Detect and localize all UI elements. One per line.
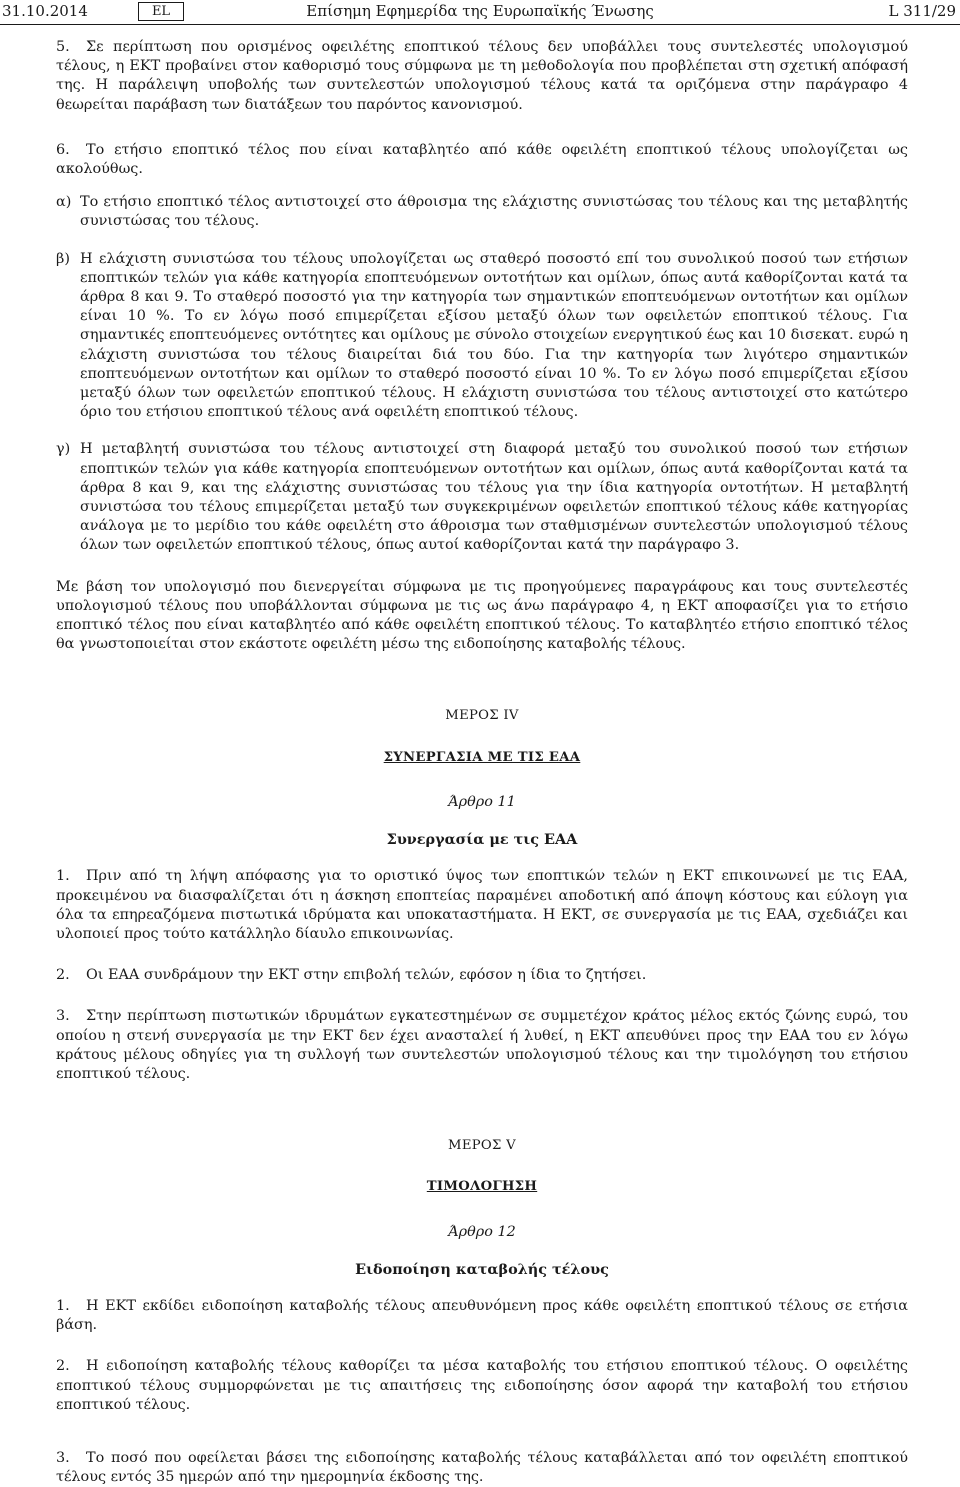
- article-11-paragraph-1: [56, 867, 908, 944]
- paragraph-text: Το ποσό που οφείλεται βάσει της ειδοποίησης καταβολής τέλους καταβάλλεται από τον οφειλέτη εποπτικού τέλους εντός 35 ημερών από την ημερομηνία έκδοσης της.: [56, 1449, 908, 1486]
- paragraph-number: 3.: [56, 1449, 70, 1466]
- header-rule: [0, 24, 960, 25]
- paragraph-5: [56, 38, 908, 115]
- article-11-paragraph-2: [56, 966, 908, 985]
- subparagraph-a: [56, 193, 908, 231]
- paragraph-number: 6.: [56, 141, 70, 158]
- journal-header: [0, 0, 960, 24]
- subparagraph-text: Το ετήσιο εποπτικό τέλος αντιστοιχεί στο άθροισμα της ελάχιστης συνιστώσας του τέλους και της μεταβλητής συνιστώσας του τέλους.: [80, 194, 908, 230]
- article-11-heading: Άρθρο 11: [448, 793, 516, 810]
- subparagraph-label: β): [56, 250, 70, 267]
- subparagraph-b: [56, 250, 908, 423]
- closing-paragraph: Με βάση τον υπολογισμό που διενεργείται σύμφωνα με τις προηγούμενες παραγράφους και τους συντελεστές υπολογισμού τέλους που υποβάλλονται σύμφωνα με τις ως άνω παράγραφο 4, η ΕΚΤ αποφασίζει για το ετήσιο εποπτικό τέλος που είναι καταβλητέο από κάθε οφειλέτη εποπτικού τέλους. Το καταβλητέο ετήσιο εποπτικό τέλος θα γνωστοποιείται στον εκάστοτε οφειλέτη μέσω της ειδοποίησης καταβολής τέλους.: [56, 578, 908, 653]
- subparagraph-text: Η ελάχιστη συνιστώσα του τέλους υπολογίζεται ως σταθερό ποσοστό επί του συνολικού ποσού των ετήσιων εποπτικών τελών για κάθε κατηγορία εποπτευόμενων οντοτήτων και ομίλων, όπως αυτά καθορίζονται κατά τα άρθρα 8 και 9. Το σταθερό ποσοστό για την κατηγορία των σημαντικών εποπτευόμενων οντοτήτων και ομίλων είναι 10 %. Το εν λόγω ποσό επιμερίζεται εξίσου μεταξύ όλων των οφειλετών εποπτικού τέλους. Για σημαντικές εποπτευόμενες οντότητες και ομίλους με σύνολο στοιχείων ενεργητικού έως και 10 δισεκατ. ευρώ η ελάχιστη συνιστώσα του τέλους διαιρείται διά του δύο. Για την κατηγορία των λιγότερο σημαντικών εποπτευόμενων οντοτήτων και ομίλων το σταθερό ποσοστό είναι 10 %. Το εν λόγω ποσό επιμερίζεται εξίσου μεταξύ όλων των οφειλετών εποπτικού τέλους. Η ελάχιστη συνιστώσα του τέλους αντιστοιχεί στο κατώτερο όριο του ετήσιου εποπτικού τέλους ανά οφειλέτη εποπτικού τέλους.: [80, 250, 908, 421]
- paragraph-6: [56, 141, 908, 179]
- article-12-paragraph-2: [56, 1357, 908, 1415]
- document-body: [56, 38, 908, 1487]
- paragraph-text: Στην περίπτωση πιστωτικών ιδρυμάτων εγκατεστημένων σε συμμετέχον κράτος μέλος εκτός ζώνης ευρώ, του οποίου η στενή συνεργασία με την ΕΚΤ δεν έχει ανασταλεί ή λυθεί, η ΕΚΤ απευθύνει προς την ΕΑΑ του εν λόγω κράτους μέλους οδηγίες για τη συλλογή των συντελεστών υπολογισμού τέλους και την τιμολόγηση του ετήσιου εποπτικού τέλους.: [56, 1008, 908, 1082]
- paragraph-text: Πριν από τη λήψη απόφασης για το οριστικό ύψος των εποπτικών τελών η ΕΚΤ επικοινωνεί με τις ΕΑΑ, προκειμένου να διασφαλίζεται ότι η άσκηση εποπτείας παραμένει αποδοτική από άποψη κόστους και εύλογη για όλα τα επηρεαζόμενα πιστωτικά ιδρύματα και υποκαταστήματα. Η ΕΚΤ, σε συνεργασία με τις ΕΑΑ, σχεδιάζει και υλοποιεί προς τούτο κατάλληλο δίαυλο επικοινωνίας.: [56, 868, 908, 942]
- subparagraph-label: γ): [56, 441, 71, 458]
- article-12-paragraph-1: [56, 1297, 908, 1335]
- part-iv-title: ΣΥΝΕΡΓΑΣΙΑ ΜΕ ΤΙΣ ΕΑΑ: [383, 749, 581, 765]
- paragraph-number: 2.: [56, 1358, 70, 1375]
- article-12-title: Ειδοποίηση καταβολής τέλους: [355, 1260, 609, 1278]
- publication-date: 31.10.2014: [2, 2, 88, 20]
- article-12-heading: Άρθρο 12: [448, 1223, 516, 1240]
- paragraph-number: 5.: [56, 39, 70, 55]
- article-12-paragraph-3: [56, 1449, 908, 1487]
- paragraph-text: Η ειδοποίηση καταβολής τέλους καθορίζει τα μέσα καταβολής του ετήσιου εποπτικού τέλους. Ο οφειλέτης εποπτικού τέλους συμμορφώνεται με τις απαιτήσεις της ειδοποίησης όσον αφορά την καταβολή του ετήσιου εποπτικού τέλους.: [56, 1358, 908, 1413]
- paragraph-number: 1.: [56, 1297, 70, 1314]
- paragraph-number: 2.: [56, 967, 70, 984]
- paragraph-number: 3.: [56, 1008, 70, 1025]
- language-badge: EL: [138, 2, 184, 21]
- page-reference: L 311/29: [888, 2, 956, 20]
- journal-title: Επίσημη Εφημερίδα της Ευρωπαϊκής Ένωσης: [306, 2, 654, 20]
- subparagraph-text: Η μεταβλητή συνιστώσα του τέλους αντιστοιχεί στη διαφορά μεταξύ του συνολικού ποσού των ετήσιων εποπτικών τελών για κάθε κατηγορία εποπτευόμενων οντοτήτων και ομίλων, όπως αυτά καθορίζονται κατά τα άρθρα 8 και 9, και της ελάχιστης συνιστώσας του τέλους για την ίδια κατηγορία οντοτήτων. Η μεταβλητή συνιστώσα του τέλους επιμερίζεται μεταξύ των συγκεκριμένων οφειλετών εποπτικού τέλους κάθε κατηγορίας ανάλογα με το μερίδιο του κάθε οφειλέτη στο άθροισμα των σταθμισμένων συντελεστών υπολογισμού τέλους όλων των οφειλετών εποπτικού τέλους, όπως αυτοί καθορίζονται κατά την παράγραφο 3.: [80, 441, 908, 554]
- paragraph-number: 1.: [56, 868, 70, 885]
- paragraph-text: Το ετήσιο εποπτικό τέλος που είναι καταβλητέο από κάθε οφειλέτη εποπτικού τέλους υπολογίζεται ως ακολούθως.: [56, 141, 908, 178]
- part-v-label: ΜΕΡΟΣ V: [448, 1138, 516, 1154]
- paragraph-text: Σε περίπτωση που ορισμένος οφειλέτης εποπτικού τέλους δεν υποβάλλει τους συντελεστές υπολογισμού τέλους, η ΕΚΤ προβαίνει στον καθορισμό τους σύμφωνα με τη μεθοδολογία που προβλέπεται στη σχετική απόφασή της. Η παράλειψη υποβολής των συντελεστών υπολογισμού τέλους κατά τα οριζόμενα στην παράγραφο 4 θεωρείται παράβαση των διατάξεων του παρόντος κανονισμού.: [56, 39, 908, 113]
- article-11-paragraph-3: [56, 1007, 908, 1084]
- article-11-title: Συνεργασία με τις ΕΑΑ: [386, 831, 578, 849]
- part-v-title: ΤΙΜΟΛΟΓΗΣΗ: [426, 1179, 538, 1195]
- paragraph-text: Η ΕΚΤ εκδίδει ειδοποίηση καταβολής τέλους απευθυνόμενη προς κάθε οφειλέτη εποπτικού τέλους σε ετήσια βάση.: [56, 1297, 908, 1334]
- subparagraph-c: [56, 440, 908, 555]
- subparagraph-label: α): [56, 194, 72, 211]
- paragraph-text: Οι ΕΑΑ συνδράμουν την ΕΚΤ στην επιβολή τελών, εφόσον η ίδια το ζητήσει.: [86, 967, 647, 984]
- part-iv-label: ΜΕΡΟΣ IV: [445, 708, 519, 724]
